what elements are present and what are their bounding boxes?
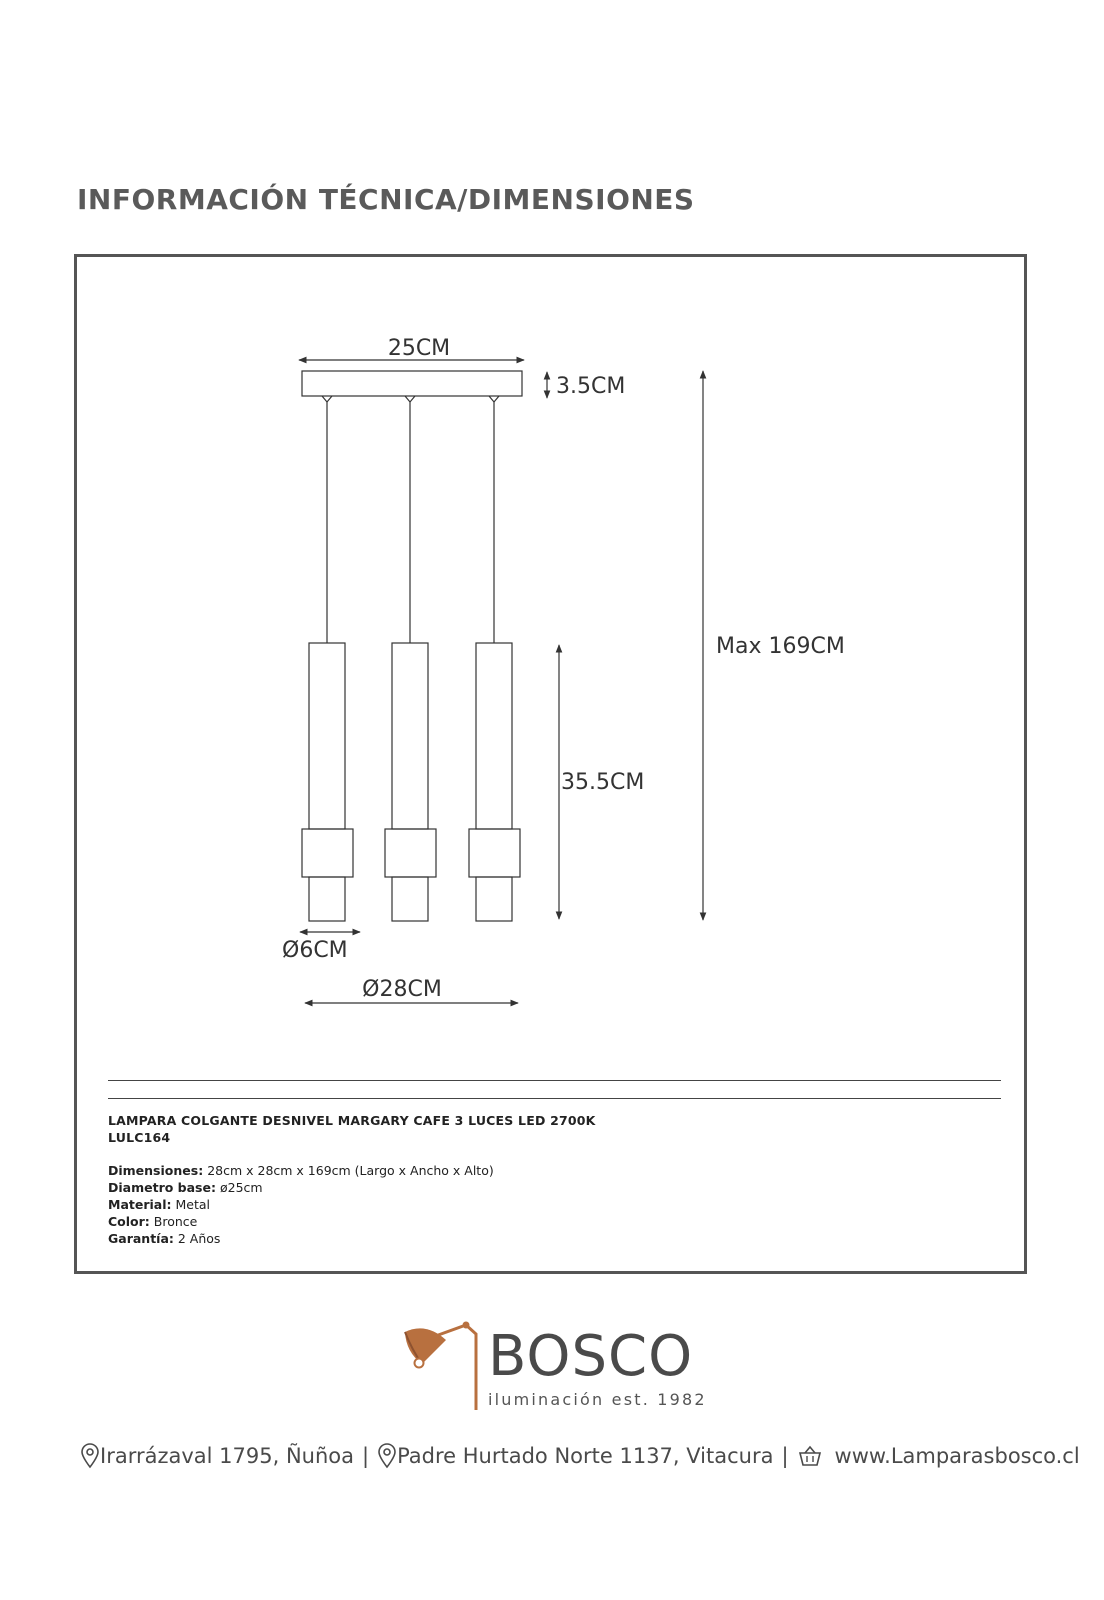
website-link[interactable]: www.Lamparasbosco.cl (834, 1444, 1080, 1468)
product-specs (108, 1162, 988, 1247)
shade-height-label: 35.5CM (561, 770, 645, 795)
pendant-shade-2 (385, 643, 436, 921)
divider-top (108, 1080, 1001, 1081)
cords (322, 396, 499, 643)
shade-diameter-label: Ø6CM (282, 938, 348, 963)
canopy-height-label: 3.5CM (556, 374, 626, 399)
location-pin-icon (80, 1443, 100, 1469)
spec-warranty: Garantía: 2 Años (108, 1231, 221, 1246)
brand-name: BOSCO (488, 1324, 694, 1389)
brand-tagline: iluminación est. 1982 (488, 1390, 707, 1409)
pendant-shade-3 (469, 643, 520, 921)
pendant-shade-1 (302, 643, 353, 921)
spec-dimensions: Dimensiones: 28cm x 28cm x 169cm (Largo x Ancho x Alto) (108, 1163, 494, 1178)
product-code: LULC164 (108, 1130, 171, 1145)
overall-diameter-label: Ø28CM (362, 977, 442, 1002)
brand-logo (400, 1320, 720, 1420)
footer-separator: | (362, 1444, 370, 1468)
product-name: LAMPARA COLGANTE DESNIVEL MARGARY CAFE 3 LUCES LED 2700K (108, 1113, 596, 1128)
page-title: INFORMACIÓN TÉCNICA/DIMENSIONES (77, 183, 695, 216)
address-nunoa: Irarrázaval 1795, Ñuñoa (100, 1444, 354, 1468)
total-height-label: Max 169CM (716, 634, 845, 659)
spec-color: Color: Bronce (108, 1214, 198, 1229)
footer-separator: | (781, 1444, 789, 1468)
shopping-basket-icon (797, 1445, 823, 1467)
divider-bottom (108, 1098, 1001, 1099)
product-info (108, 1112, 988, 1247)
location-pin-icon (377, 1443, 397, 1469)
lamp-logo-icon (400, 1320, 490, 1420)
canopy-width-label: 25CM (387, 336, 451, 361)
footer (80, 1443, 1080, 1469)
address-vitacura: Padre Hurtado Norte 1137, Vitacura (397, 1444, 774, 1468)
canopy (302, 371, 522, 396)
spec-base-diameter: Diametro base: ø25cm (108, 1180, 263, 1195)
spec-material: Material: Metal (108, 1197, 210, 1212)
